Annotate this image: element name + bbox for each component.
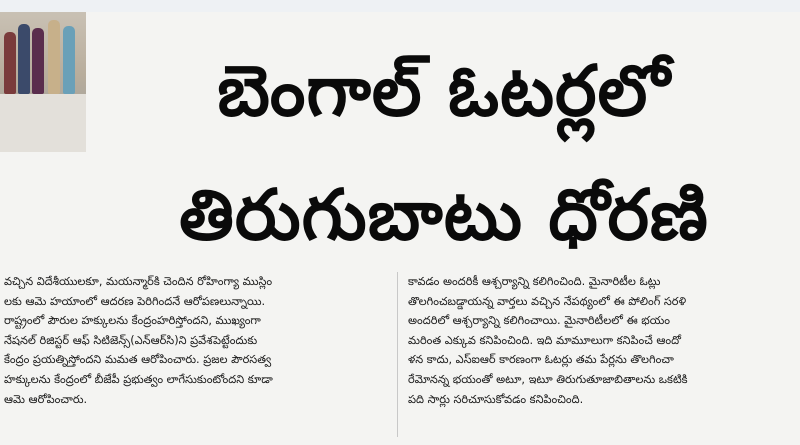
- headline-line-2: తిరుగుబాటు ధోరణి: [179, 174, 709, 256]
- text-line: పది సార్లు సరిచూసుకోవడం కనిపించింది.: [408, 392, 584, 406]
- article-column-right: [408, 272, 798, 409]
- person-figure: [48, 20, 60, 94]
- text-line: తొలగించబడ్డాయన్న వార్తలు వచ్చిన నేపథ్యంలో ఈ పోలింగ్ సరళి: [408, 294, 687, 308]
- column-divider: [397, 272, 398, 437]
- text-line: కావడం అందరికీ ఆశ్చర్యాన్ని కలిగించింది. మైనారిటీల ఓట్లు: [408, 275, 661, 288]
- person-figure: [18, 24, 30, 94]
- person-figure: [32, 28, 44, 94]
- text-line: హక్కులను కేంద్రంలో బీజేపీ ప్రభుత్వం లాగేసుకుంటోందని కూడా: [4, 372, 273, 386]
- text-line: అందరిలో ఆశ్చర్యాన్ని కలిగించాయి. మైనారిటీలలో ఈ భయం: [408, 314, 671, 328]
- news-photo: [0, 12, 86, 152]
- article-column-left: [4, 272, 390, 409]
- text-line: ళన కాదు, ఎస్‌ఐఆర్ కారణంగా ఓటర్లు తమ పేర్లను తొలగించా: [408, 353, 674, 367]
- headline-line-1: బెంగాల్ ఓటర్లలో: [217, 50, 671, 132]
- person-figure: [63, 26, 75, 94]
- top-strip: [0, 0, 800, 12]
- text-line: నేషనల్ రిజిస్టర్ ఆఫ్ సిటిజెన్స్(ఎన్‌ఆర్‌సి)ని ప్రవేశపెట్టేందుకు: [4, 333, 258, 347]
- text-line: కేంద్రం ప్రయత్నిస్తోందని మమత ఆరోపించారు. ప్రజల పౌరసత్వ: [4, 353, 272, 367]
- text-line: ఆమె ఆరోపించారు.: [4, 392, 88, 406]
- text-line: వచ్చిన విదేశీయులకూ, మయన్మార్‌కి చెందిన రోహింగ్యా ముస్లిం: [4, 275, 273, 288]
- text-line: లకు ఆమె హయాంలో ఆదరణ పెరిగిందనే ఆరోపణలున్నాయి.: [4, 294, 266, 308]
- text-line: రేమోనన్న భయంతో అటూ, ఇటూ తిరుగుతూజాబితాలను ఒకటికి: [408, 372, 688, 386]
- photo-ground: [0, 94, 86, 152]
- article-body: [0, 272, 800, 445]
- text-line: మరింత ఎక్కువ కనిపించింది. ఇది మామూలుగా కనిపించే ఆందో: [408, 333, 681, 347]
- person-figure: [4, 32, 16, 94]
- text-line: రాష్ట్రంలో పౌరుల హక్కులను కేంద్రంహరిస్తోందని, ముఖ్యంగా: [4, 314, 261, 328]
